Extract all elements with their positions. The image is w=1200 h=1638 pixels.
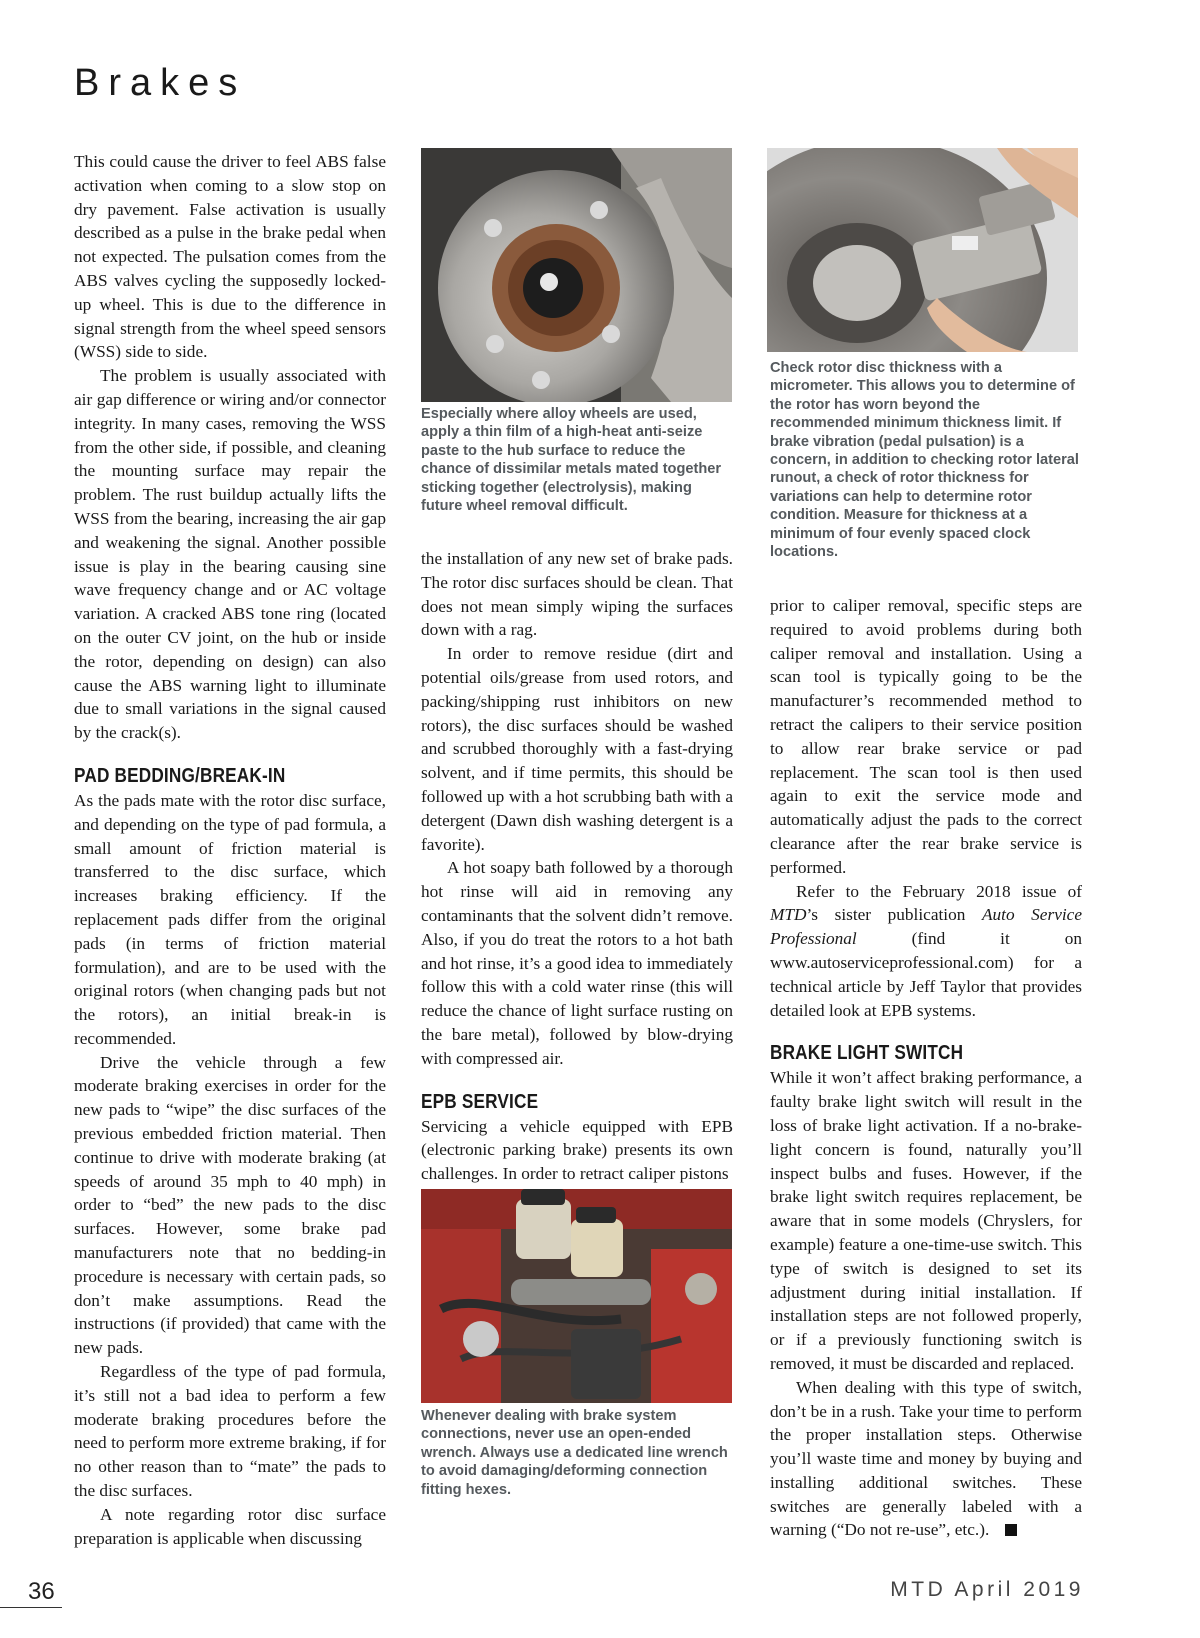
body-paragraph: Servicing a vehicle equipped with EPB (electronic parking brake) presents its own challenges. In order to retract caliper pistons [421,1116,733,1184]
body-paragraph: the installation of any new set of brake pads. The rotor disc surfaces should be clean. That does not mean simply wiping the surfaces down with a rag. [421,549,733,640]
photo-caption: Especially where alloy wheels are used, apply a thin film of a high-heat anti-seize paste to the hub surface to reduce the chance of dissimilar metals mated together sticking together (electrolysis), making future wheel removal difficult. [421,406,722,515]
footer-publication: MTD April 2019 [890,1578,1084,1601]
body-paragraph [770,1376,1082,1543]
body-paragraph: As the pads mate with the rotor disc surface, and depending on the type of pad formula, a small amount of friction material is transferred to the disc surface, which increases braking efficiency. If the replacement pads differ from the original pads (in terms of friction material formulation), and are to be used with the original rotors (when changing pads but not the rotors), an initial break-in is recommended. [74,790,386,1048]
caption-brake-lines [421,1407,733,1499]
photo-micrometer-rotor [767,148,1078,352]
body-paragraph: prior to caliper removal, specific steps are required to avoid problems during both caliper removal and installation. Using a scan tool is typically going to be the manufacturer’s recommended method to retract the calipers to their service position to allow rear brake service or pad replacement. The scan tool is then used again to exit the service mode and automatically adjust the pads to the correct clearance after the rear brake service is performed. [770,596,1082,877]
body-paragraph [770,880,1082,1023]
text-run: Refer to the February 2018 issue of [796,881,1082,901]
column-1 [74,150,386,1550]
end-of-article-icon [1005,1524,1017,1536]
body-paragraph: This could cause the driver to feel ABS false activation when coming to a slow stop on dry pavement. False activation is usually described as a pulse in the brake pedal when not expected. The pulsation comes from the ABS valves cycling the supposedly locked-up wheel. This is due to the difference in signal strength from the wheel speed sensors (WSS) side to side. [74,152,386,362]
publication-name: MTD [770,905,807,925]
section-title: Brakes [74,62,247,104]
body-paragraph: While it won’t affect braking performance, a faulty brake light switch will result in the loss of brake light activation. If a no-brake-light concern is found, naturally you’ll inspect bulbs and fuses. However, if the brake light switch requires replacement, be aware that in some models (Chryslers, for example) feature a one-time-use switch. This type of switch is designed to set its adjustment during initial installation. If installation steps are not followed properly, or if a previously functioning switch is removed, it must be discarded and replaced. [770,1068,1082,1373]
page-number-rule [0,1607,62,1608]
column-2-text [421,547,733,1186]
body-paragraph: Drive the vehicle through a few moderate braking exercises in order for the new pads to “wipe” the disc surfaces of the previous embedded friction material. Then continue to drive with moderate braking (at speeds of around 35 mph to 40 mph) in order to “bed” the new pads to the disc surfaces. However, some brake pad manufacturers note that no bedding-in procedure is necessary with certain pads, so don’t make assumptions. Read the instructions (if provided) that came with the new pads. [74,1052,386,1358]
caption-micrometer [770,359,1082,561]
body-paragraph: The problem is usually associated with air gap difference or wiring and/or connector integrity. In many cases, removing the WSS from the other side, if possible, and cleaning the mounting surface may repair the problem. The rust buildup actually lifts the WSS from the bearing, increasing the air gap and weakening the signal. Another possible issue is play in the bearing causing sine wave frequency change and or AC voltage variation. A cracked ABS tone ring (located on the outer CV joint, on the hub or inside the rotor, depending on design) can also cause the ABS warning light to illuminate due to small variations in the signal caused by the crack(s). [74,366,386,743]
text-run: (find it on www.autoserviceprofessional.com) for a technical article by Jeff Taylor that provides detailed look at EPB systems. [770,929,1082,1020]
subheading-epb-service: EPB SERVICE [421,1090,539,1113]
subheading-brake-light-switch: BRAKE LIGHT SWITCH [770,1042,964,1065]
column-3-text [770,594,1082,1542]
text-run: ’s sister publication [806,905,982,925]
publication-name: Auto Service Professional [770,905,1083,949]
body-paragraph: A note regarding rotor disc surface preparation is applicable when discussing [74,1504,386,1548]
photo-wheel-hub [421,148,732,402]
body-paragraph: A hot soapy bath followed by a thorough hot rinse will aid in removing any contaminants that the solvent didn’t remove. Also, if you do treat the rotors to a hot bath and hot rinse, it’s a good idea to immediately follow this with a cold water rinse (this will reduce the chance of light surface rusting on the bare metal), followed by blow-drying with compressed air. [421,858,733,1068]
text-run: When dealing with this type of switch, don’t be in a rush. Take your time to perform the proper installation steps. Otherwise you’ll waste time and money by buying and installing additional switches. These switches are generally labeled with a warning (“Do not re-use”, etc.). [770,1377,1082,1540]
subheading-pad-bedding: PAD BEDDING/BREAK-IN [74,764,286,787]
page-number: 36 [28,1578,55,1605]
photo-caption: Check rotor disc thickness with a micrometer. This allows you to determine of the rotor has worn beyond the recommended minimum thickness limit. If brake vibration (pedal pulsation) is a concern, in addition to checking rotor lateral runout, a check of rotor thickness for variations can help to determine rotor condition. Measure for thickness at a minimum of four evenly spaced clock locations. [770,360,1079,561]
photo-caption: Whenever dealing with brake system connections, never use an open-ended wrench. Always use a dedicated line wrench to avoid damaging/deforming connection fitting hexes. [421,1408,728,1498]
body-paragraph: Regardless of the type of pad formula, it’s still not a bad idea to perform a few moderate braking procedures before the need to perform more extreme braking, if for no other reason than to “mate” the pads to the disc surfaces. [74,1362,386,1501]
body-paragraph: In order to remove residue (dirt and potential oils/grease from used rotors, and packing/shipping rust inhibitors on new rotors), the disc surfaces should be washed and scrubbed thoroughly with a fast-drying solvent, and if time permits, this should be followed up with a hot scrubbing bath with a detergent (Dawn dish washing detergent is a favorite). [421,644,733,854]
photo-brake-master-cylinder [421,1189,732,1403]
caption-hub [421,405,733,515]
